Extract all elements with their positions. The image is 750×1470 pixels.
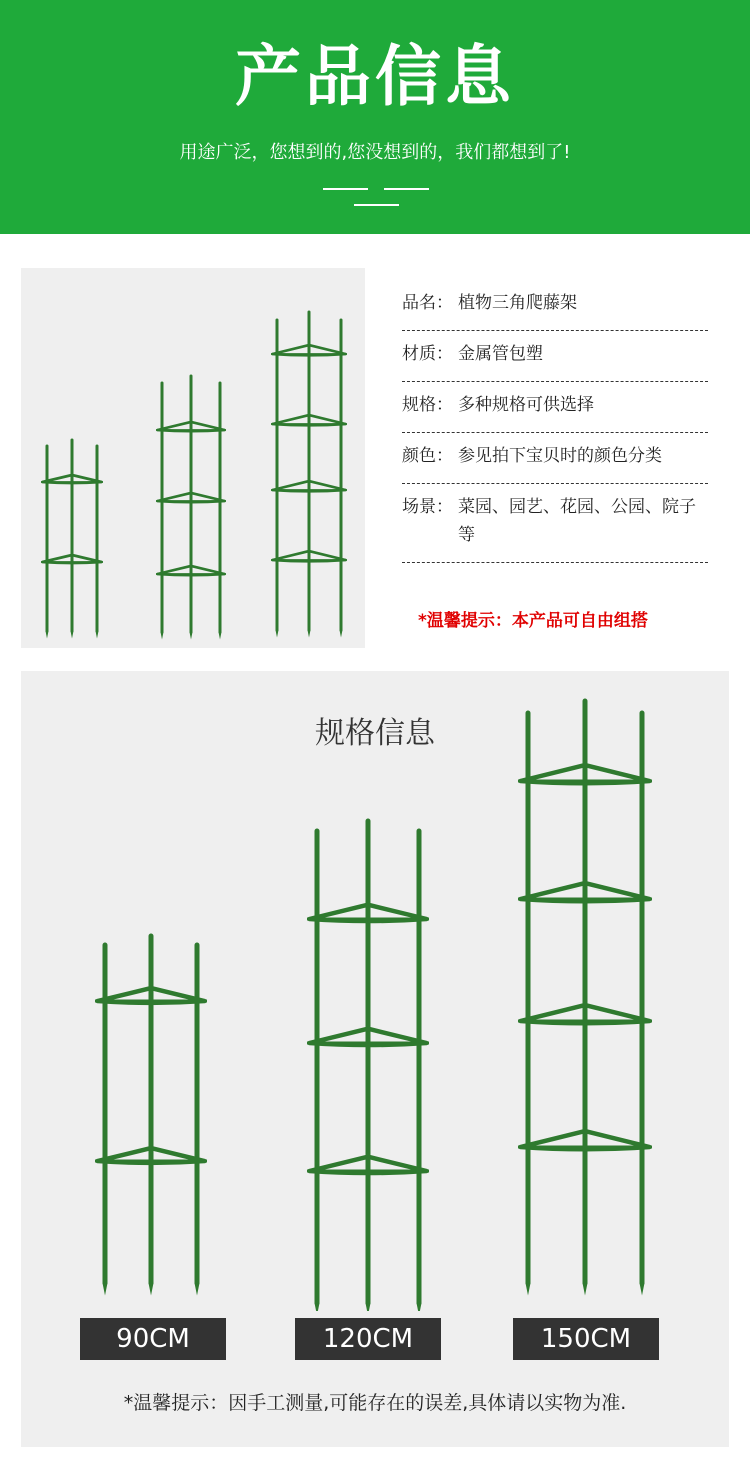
decor-line-right <box>384 188 429 190</box>
spec-key: 场景： <box>402 497 453 517</box>
pole-tip <box>526 1283 531 1296</box>
pole-tip <box>340 630 343 638</box>
pole-tip <box>583 1283 588 1296</box>
trellis-120cm <box>307 821 429 1311</box>
combination-tip: *温馨提示：本产品可自由组搭 <box>418 611 648 631</box>
pole-tip <box>103 1283 108 1296</box>
spec-key: 规格： <box>402 395 453 415</box>
trellis-90cm <box>95 936 207 1296</box>
spec-value: 多种规格可供选择 <box>458 395 594 415</box>
pole-tip <box>149 1283 154 1296</box>
measurement-note: *温馨提示：因手工测量,可能存在的误差,具体请以实物为准. <box>123 1392 627 1414</box>
trellis-thumb-150 <box>271 312 347 638</box>
pole-tip <box>71 631 74 639</box>
spec-value: 参见拍下宝贝时的颜色分类 <box>458 446 662 466</box>
decor-line-left <box>323 188 368 190</box>
trellis-thumb-120 <box>156 376 226 640</box>
spec-value: 菜园、园艺、花园、公园、院子等 <box>458 497 696 545</box>
spec-list <box>402 280 708 563</box>
spec-row-name <box>402 280 708 331</box>
spec-key: 材质： <box>402 344 453 364</box>
decor-line-bottom <box>354 204 399 206</box>
size-label-90: 90CM <box>80 1318 226 1360</box>
pole-tip <box>366 1303 371 1311</box>
page-title: 产品信息 <box>235 38 515 115</box>
pole-tip <box>195 1283 200 1296</box>
header-banner <box>0 0 750 234</box>
trellis-thumbnail-illustration <box>21 268 365 648</box>
trellis-thumb-90 <box>41 440 103 639</box>
pole-tip <box>46 631 49 639</box>
spec-row-size <box>402 382 708 433</box>
spec-row-color <box>402 433 708 484</box>
spec-value: 金属管包塑 <box>458 344 543 364</box>
spec-row-material <box>402 331 708 382</box>
trellis-150cm <box>518 701 652 1296</box>
pole-tip <box>315 1303 320 1311</box>
spec-key: 颜色： <box>402 446 453 466</box>
pole-tip <box>308 630 311 638</box>
product-thumbnail <box>21 268 365 648</box>
page-subtitle: 用途广泛，您想到的,您没想到的，我们都想到了! <box>179 142 571 163</box>
spec-row-scene <box>402 484 708 563</box>
spec-key: 品名： <box>402 293 453 313</box>
pole-tip <box>190 632 193 640</box>
pole-tip <box>96 631 99 639</box>
pole-tip <box>417 1303 422 1311</box>
size-label-120: 120CM <box>295 1318 441 1360</box>
pole-tip <box>219 632 222 640</box>
pole-tip <box>161 632 164 640</box>
pole-tip <box>640 1283 645 1296</box>
size-label-150: 150CM <box>513 1318 659 1360</box>
size-section-title: 规格信息 <box>315 716 435 751</box>
trellis-size-illustration <box>21 671 729 1311</box>
spec-value: 植物三角爬藤架 <box>458 293 577 313</box>
pole-tip <box>276 630 279 638</box>
